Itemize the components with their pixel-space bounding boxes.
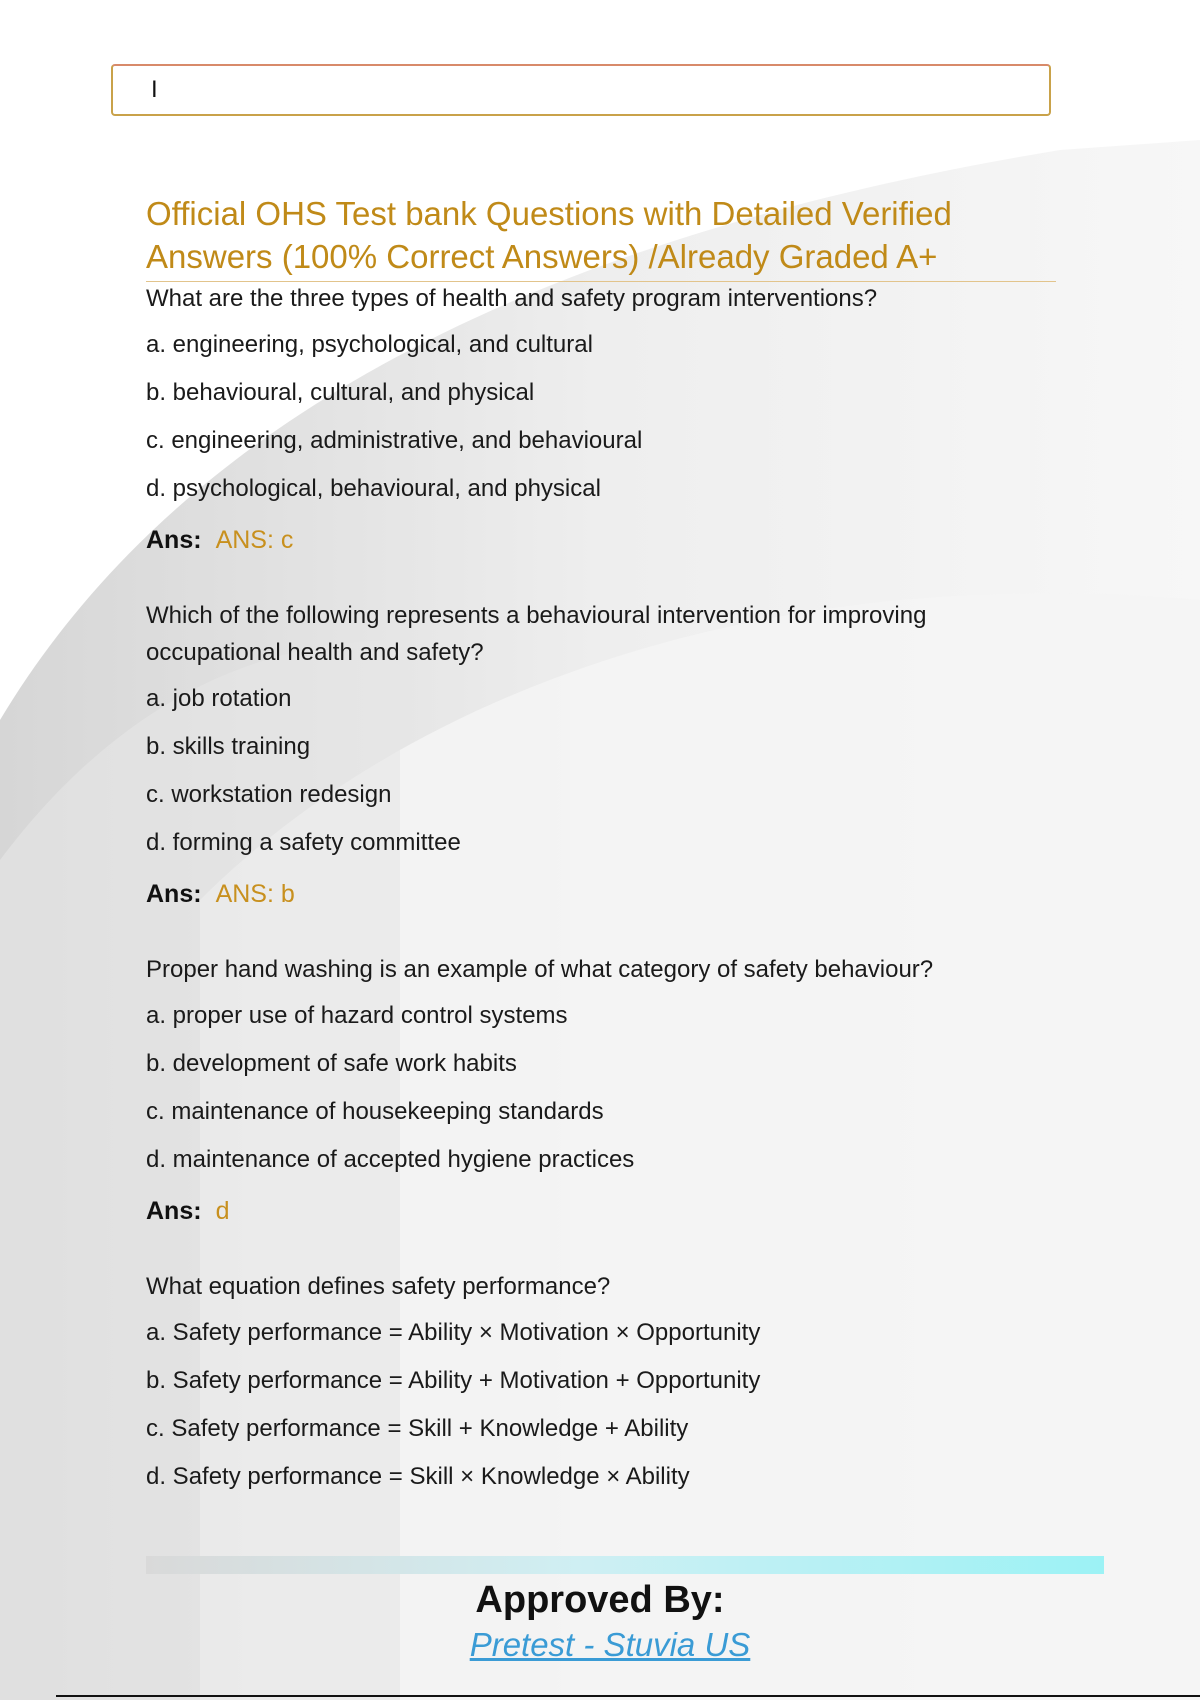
option-c: c. maintenance of housekeeping standards: [146, 1098, 604, 1125]
answer-label: Ans:: [146, 880, 202, 908]
text-cursor: I: [151, 76, 158, 103]
option-b: b. development of safe work habits: [146, 1050, 517, 1077]
answer-value: d: [215, 1197, 230, 1225]
question-list: [146, 280, 1066, 1533]
option-b: b. Safety performance = Ability + Motivation + Opportunity: [146, 1367, 761, 1394]
option-d: d. forming a safety committee: [146, 829, 461, 856]
question-text: Proper hand washing is an example of what category of safety behaviour?: [146, 956, 934, 983]
approved-by-link[interactable]: Pretest - Stuvia US: [469, 1626, 751, 1663]
option-b: b. behavioural, cultural, and physical: [146, 379, 535, 406]
option-c: c. engineering, administrative, and behavioural: [146, 427, 643, 454]
answer-value: ANS: c: [215, 526, 294, 554]
option-a: a. job rotation: [146, 685, 292, 712]
question-block-1: [146, 280, 1066, 565]
option-c: c. Safety performance = Skill + Knowledge + Ability: [146, 1415, 689, 1442]
option-d: d. maintenance of accepted hygiene practices: [146, 1146, 635, 1173]
answer-label: Ans:: [146, 526, 202, 554]
option-d: d. Safety performance = Skill × Knowledge × Ability: [146, 1463, 690, 1490]
question-text: What equation defines safety performance?: [146, 1273, 611, 1300]
option-a: a. engineering, psychological, and cultural: [146, 331, 593, 358]
question-text: What are the three types of health and safety program interventions?: [146, 285, 878, 312]
answer-value: ANS: b: [215, 880, 295, 908]
answer-line: [146, 1186, 1066, 1236]
footer-divider-bar: [146, 1556, 1104, 1574]
question-block-2: [146, 597, 1066, 919]
question-block-3: [146, 951, 1066, 1236]
answer-line: [146, 869, 1066, 919]
option-a: a. Safety performance = Ability × Motivation × Opportunity: [146, 1319, 761, 1346]
option-a: a. proper use of hazard control systems: [146, 1002, 568, 1029]
question-block-4: [146, 1268, 1066, 1501]
page-bottom-rule: [56, 1695, 1200, 1697]
option-c: c. workstation redesign: [146, 781, 392, 808]
document-title: Official OHS Test bank Questions with Detailed Verified Answers (100% Correct Answers) /Already Graded A+: [146, 192, 1056, 282]
answer-line: [146, 515, 1066, 565]
option-d: d. psychological, behavioural, and physical: [146, 475, 601, 502]
approved-by-label: Approved By:: [475, 1579, 725, 1621]
header-text-box[interactable]: [111, 64, 1051, 116]
question-text: Which of the following represents a behavioural intervention for improving occupational health and safety?: [146, 602, 927, 666]
answer-label: Ans:: [146, 1197, 202, 1225]
option-b: b. skills training: [146, 733, 311, 760]
